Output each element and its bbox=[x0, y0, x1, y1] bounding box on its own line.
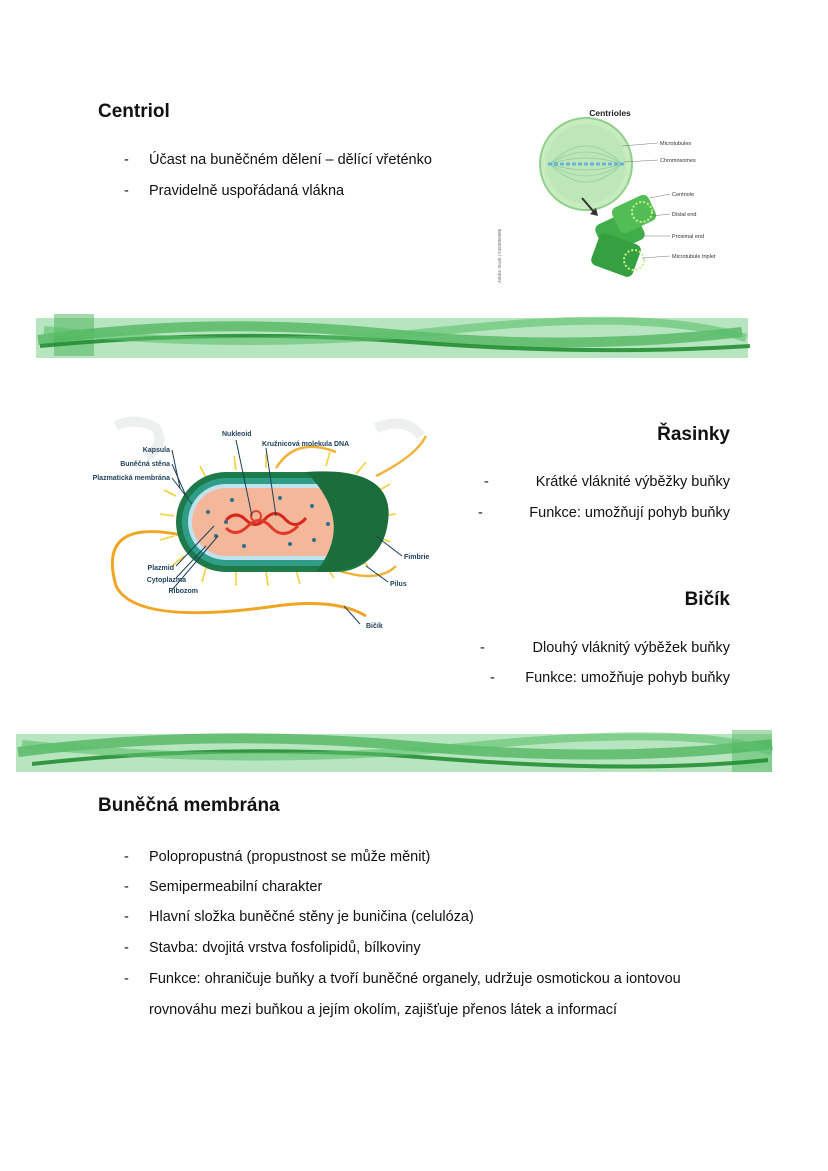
svg-text:Microtubules: Microtubules bbox=[660, 141, 692, 147]
highlighter-band bbox=[12, 724, 780, 782]
bacteria-figure bbox=[76, 416, 446, 656]
rasinky-title: Řasinky bbox=[657, 424, 730, 445]
svg-text:Nukleoid: Nukleoid bbox=[222, 431, 252, 438]
figure-title: Centrioles bbox=[589, 108, 631, 118]
svg-text:Adobe Stock | #463856986: Adobe Stock | #463856986 bbox=[497, 228, 502, 283]
svg-text:Kružnicová molekula DNA: Kružnicová molekula DNA bbox=[262, 441, 350, 448]
svg-text:Chromosomes: Chromosomes bbox=[660, 158, 696, 164]
svg-text:Buněčná stěna: Buněčná stěna bbox=[120, 461, 170, 468]
svg-text:Plazmatická membrána: Plazmatická membrána bbox=[92, 475, 170, 482]
svg-text:Pilus: Pilus bbox=[390, 581, 407, 588]
svg-text:Fimbrie: Fimbrie bbox=[404, 554, 430, 561]
list-item-text: Funkce: umožňují pohyb buňky bbox=[529, 505, 730, 521]
membrana-title: Buněčná membrána bbox=[98, 795, 280, 816]
list-item-continuation: rovnováhu mezi buňkou a jejím okolím, zajišťuje přenos látek a informací bbox=[149, 1002, 618, 1018]
list-item-text: Dlouhý vláknitý výběžek buňky bbox=[532, 640, 730, 656]
centrioles-figure bbox=[490, 98, 750, 288]
svg-text:Bičík: Bičík bbox=[366, 623, 383, 630]
list-item-text: Funkce: umožňuje pohyb buňky bbox=[525, 670, 730, 686]
svg-text:Kapsula: Kapsula bbox=[142, 447, 170, 454]
svg-text:Cytoplazma: Cytoplazma bbox=[146, 577, 186, 584]
list-item-text: Krátké vláknité výběžky buňky bbox=[535, 474, 730, 490]
svg-text:Distal end: Distal end bbox=[672, 212, 697, 218]
highlighter-band bbox=[30, 306, 760, 370]
svg-text:Microtubule triplet: Microtubule triplet bbox=[672, 254, 716, 260]
svg-text:Centriole: Centriole bbox=[672, 192, 695, 198]
svg-text:Proximal end: Proximal end bbox=[672, 234, 705, 240]
svg-text:Ribozom: Ribozom bbox=[168, 588, 198, 595]
bicik-title: Bičík bbox=[684, 589, 730, 610]
centriol-title: Centriol bbox=[98, 101, 170, 122]
svg-text:Plazmid: Plazmid bbox=[147, 565, 174, 572]
